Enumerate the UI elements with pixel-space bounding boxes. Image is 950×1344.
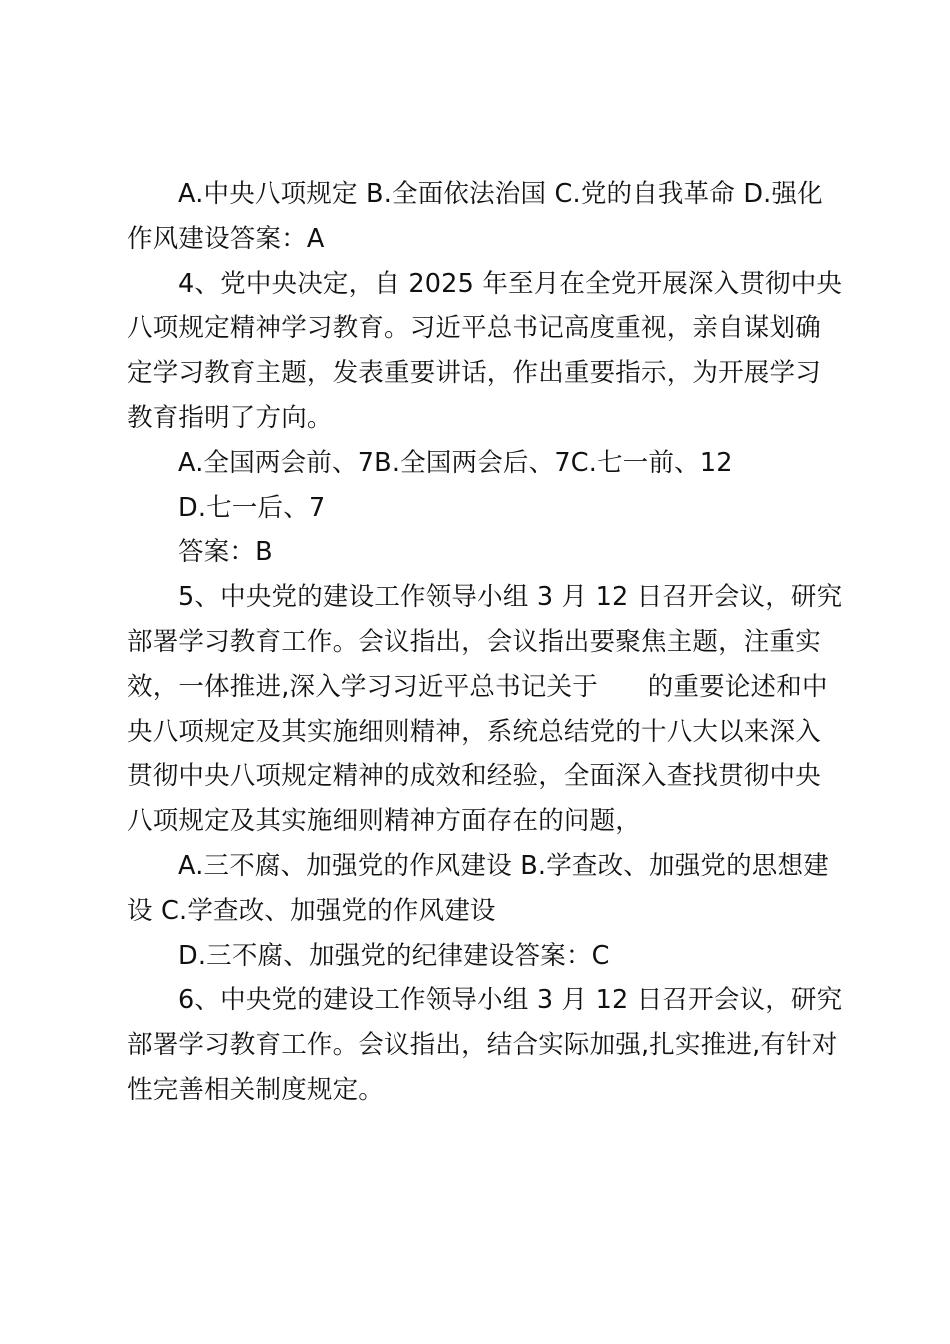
text-line: 答案：B bbox=[178, 537, 273, 568]
text-line: 八项规定及其实施细则精神方面存在的问题， bbox=[127, 806, 642, 837]
text-line: A.三不腐、加强党的作风建设 B.学查改、加强党的思想建 bbox=[178, 850, 829, 881]
text-line: D.三不腐、加强党的纪律建设答案：C bbox=[178, 940, 610, 971]
text-line: 设 C.学查改、加强党的作风建设 bbox=[127, 895, 496, 926]
text-line: A.全国两会前、7B.全国两会后、7C.七一前、12 bbox=[178, 447, 733, 478]
text-line: 部署学习教育工作。会议指出，结合实际加强,扎实推进,有针对 bbox=[127, 1030, 838, 1061]
text-line: 6、中央党的建设工作领导小组 3 月 12 日召开会议，研究 bbox=[178, 985, 843, 1016]
text-line: 作风建设答案：A bbox=[127, 223, 325, 254]
document-body bbox=[127, 172, 843, 1113]
text-line: 定学习教育主题，发表重要讲话，作出重要指示，为开展学习 bbox=[127, 358, 821, 389]
text-line: 教育指明了方向。 bbox=[127, 402, 333, 433]
text-line: 八项规定精神学习教育。习近平总书记高度重视，亲自谋划确 bbox=[127, 313, 821, 344]
text-line: 央八项规定及其实施细则精神，系统总结党的十八大以来深入 bbox=[127, 716, 821, 747]
text-line: 性完善相关制度规定。 bbox=[127, 1074, 385, 1105]
text-line: 4、党中央决定，自 2025 年至月在全党开展深入贯彻中央 bbox=[178, 268, 843, 299]
text-line: 效，一体推进,深入学习习近平总书记关于 的重要论述和中 bbox=[127, 671, 828, 702]
text-line: D.七一后、7 bbox=[178, 492, 326, 523]
text-line: 5、中央党的建设工作领导小组 3 月 12 日召开会议，研究 bbox=[178, 582, 843, 613]
text-line: A.中央八项规定 B.全面依法治国 C.党的自我革命 D.强化 bbox=[178, 179, 823, 209]
text-line: 贯彻中央八项规定精神的成效和经验，全面深入查找贯彻中央 bbox=[127, 761, 821, 792]
text-line: 部署学习教育工作。会议指出，会议指出要聚焦主题，注重实 bbox=[127, 626, 821, 657]
